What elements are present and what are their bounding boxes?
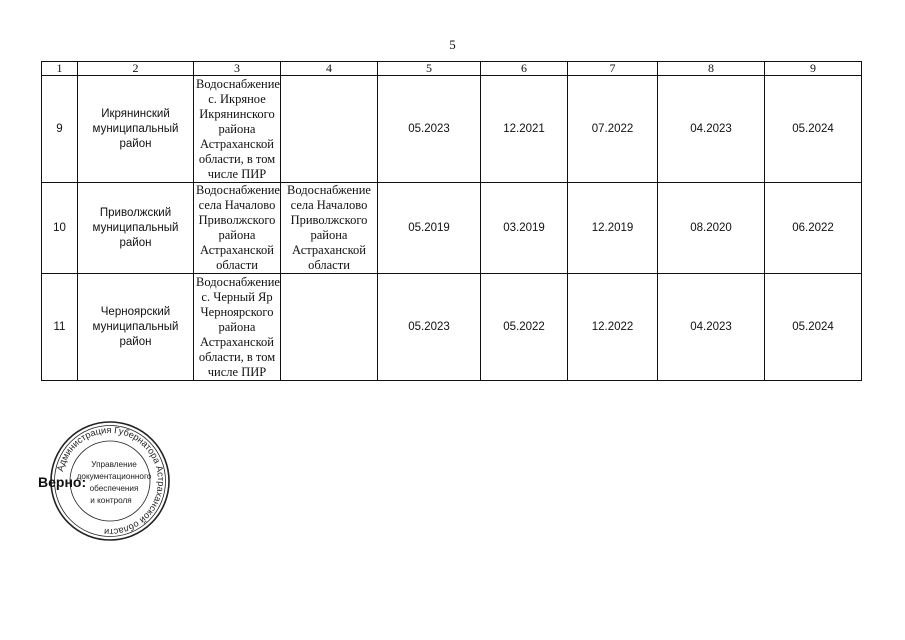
header-cell: 1: [42, 62, 78, 76]
col4-cell: [281, 76, 378, 183]
header-cell: 2: [78, 62, 194, 76]
date-cell: 05.2024: [765, 76, 862, 183]
date-cell: 04.2023: [658, 274, 765, 381]
header-cell: 7: [568, 62, 658, 76]
date-cell: 12.2019: [568, 183, 658, 274]
header-row: [42, 62, 862, 76]
district-cell: Приволжский муниципальный район: [78, 183, 194, 274]
row-number: 10: [42, 183, 78, 274]
header-cell: 6: [481, 62, 568, 76]
schedule-table: [41, 61, 862, 381]
col4-cell: Водоснабжение села Началово Приволжского района Астраханской области: [281, 183, 378, 274]
date-cell: 04.2023: [658, 76, 765, 183]
verno-label: Верно:: [38, 474, 87, 490]
row-number: 9: [42, 76, 78, 183]
seal-inner-line: обеспечения: [89, 484, 139, 493]
date-cell: 05.2024: [765, 274, 862, 381]
date-cell: 06.2022: [765, 183, 862, 274]
date-cell: 08.2020: [658, 183, 765, 274]
header-cell: 3: [194, 62, 281, 76]
table-row: [42, 183, 862, 274]
object-cell: Водоснабжение с. Икряное Икрянинского района Астраханской области, в том числе ПИР: [194, 76, 281, 183]
district-cell: Икрянинский муниципальный район: [78, 76, 194, 183]
table-row: [42, 274, 862, 381]
date-cell: 03.2019: [481, 183, 568, 274]
date-cell: 12.2022: [568, 274, 658, 381]
date-cell: 05.2022: [481, 274, 568, 381]
header-cell: 9: [765, 62, 862, 76]
object-cell: Водоснабжение с. Черный Яр Черноярского района Астраханской области, в том числе ПИР: [194, 274, 281, 381]
page-number: 5: [449, 37, 456, 52]
table-row: [42, 76, 862, 183]
col4-cell: [281, 274, 378, 381]
row-number: 11: [42, 274, 78, 381]
header-cell: 5: [378, 62, 481, 76]
seal-inner-line: документационного: [76, 472, 152, 481]
seal-ring-text: Администрация Губернатора Астраханской области: [54, 424, 167, 538]
date-cell: 05.2023: [378, 274, 481, 381]
date-cell: 05.2019: [378, 183, 481, 274]
date-cell: 12.2021: [481, 76, 568, 183]
district-cell: Черноярский муниципальный район: [78, 274, 194, 381]
seal-inner-line: и контроля: [90, 496, 132, 505]
date-cell: 07.2022: [568, 76, 658, 183]
header-cell: 8: [658, 62, 765, 76]
date-cell: 05.2023: [378, 76, 481, 183]
header-cell: 4: [281, 62, 378, 76]
seal-inner-line: Управление: [91, 460, 137, 469]
object-cell: Водоснабжение села Началово Приволжского района Астраханской области: [194, 183, 281, 274]
